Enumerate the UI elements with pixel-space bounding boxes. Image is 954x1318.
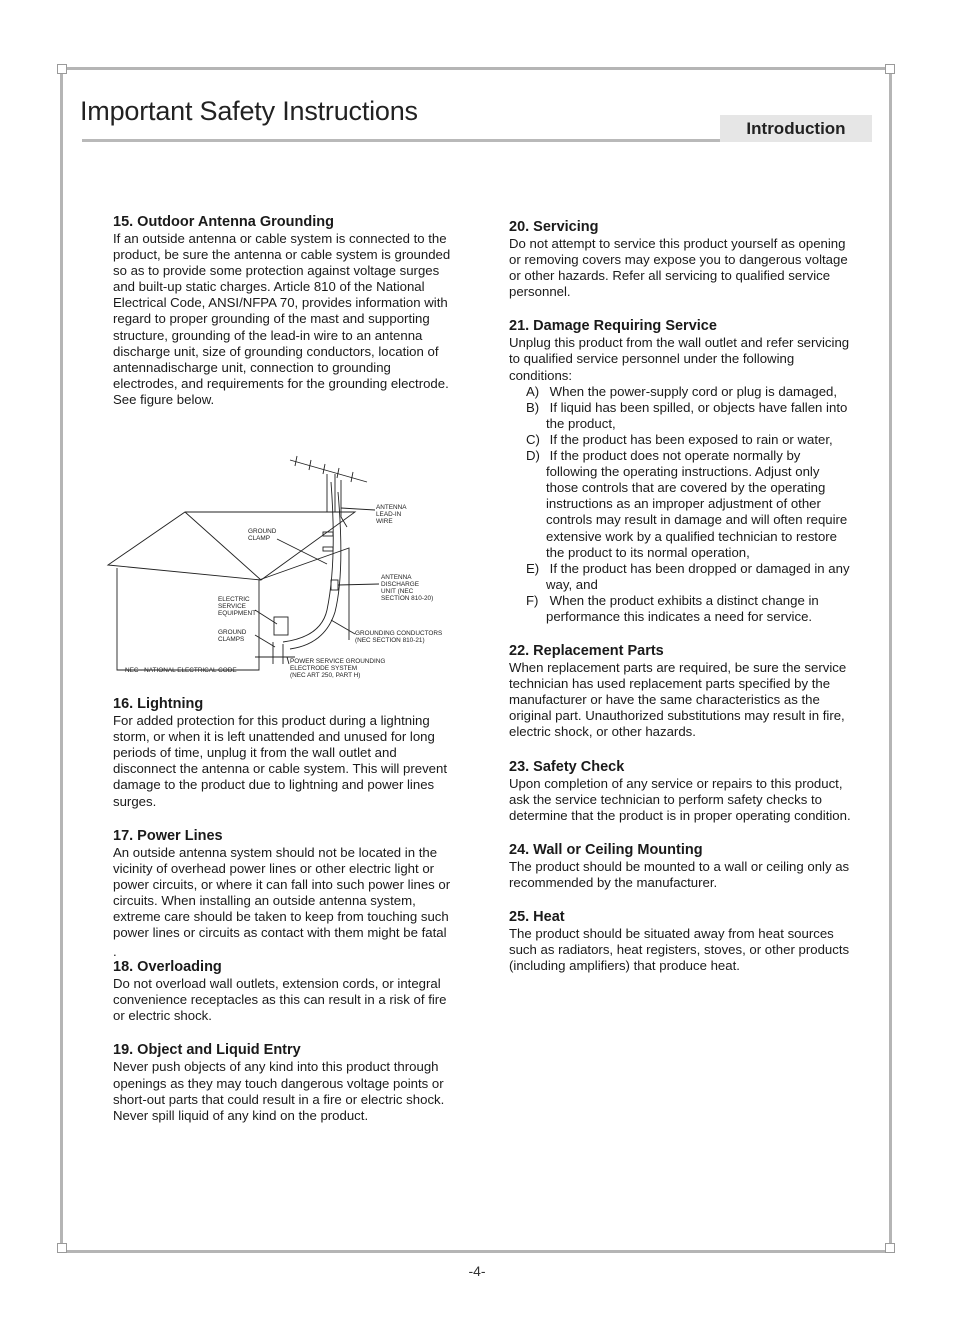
lbl-nec: NEC - NATIONAL ELECTRICAL CODE — [125, 667, 237, 674]
lbl-grounding-conductors-1: GROUNDING CONDUCTORS — [355, 630, 443, 637]
svg-text:(NEC ART 250, PART H) — [290, 672, 360, 679]
lead-in-wire — [283, 482, 333, 642]
discharge-unit — [331, 580, 338, 590]
lbl-discharge-2: DISCHARGE — [381, 581, 419, 588]
lbl-antenna-lead-in-3: WIRE — [376, 518, 393, 525]
section-heading: 20. Servicing — [509, 219, 599, 235]
section-20 — [509, 219, 854, 300]
list-item — [509, 593, 854, 625]
list-text: If the product has been dropped or damaged in any way, and — [546, 560, 850, 592]
section-body: An outside antenna system should not be located in the vicinity of overhead power lines or other electric light or power circuits, or where it can fall into such power lines or circuits. When installing an outside antenna system, extreme care should be taken to keep from touching such power lines or circuits as contact with them might be fatal — [113, 844, 451, 941]
diagram-labels — [125, 504, 442, 679]
svg-text:(NEC SECTION 810-21) — [355, 637, 425, 644]
svg-text:CLAMP — [248, 535, 270, 542]
section-22 — [509, 643, 854, 740]
svg-text:ELECTRODE SYSTEM — [290, 665, 357, 672]
title-rule — [82, 139, 720, 142]
section-body: Do not overload wall outlets, extension cords, or integral convenience receptacles as this can result in a risk of fire or electric shock. — [113, 976, 447, 1024]
frame-corner-tl — [57, 64, 67, 74]
section-16 — [113, 696, 458, 810]
svg-text:ANTENNA — [376, 504, 407, 511]
list-letter: B) — [526, 399, 540, 415]
svg-text:SERVICE — [218, 603, 246, 610]
list-text: When the power-supply cord or plug is damaged, — [549, 383, 838, 399]
list-letter: D) — [526, 448, 540, 464]
section-tab: Introduction — [720, 115, 872, 142]
list-text: If the product does not operate normally by following the operating instructions. Adjust only those controls that are covered by the operating instructions as an improper adjustment of other controls may result in damage and will often require extensive work by a qualified technician to restore the product to its normal operation, — [546, 448, 848, 560]
list-item — [509, 400, 854, 432]
section-body: When replacement parts are required, be sure the service technician has used replacement parts specified by the manufacturer or have the same characteristics as the original part. Unauthorized substitutions may result in fire, electric shock, or other hazards. — [509, 660, 847, 740]
list-text: When the product exhibits a distinct change in performance this indicates a need for service. — [546, 592, 819, 624]
frame-corner-tr — [885, 64, 895, 74]
section-heading: 22. Replacement Parts — [509, 643, 664, 660]
svg-text:CLAMPS — [218, 636, 244, 643]
section-body: Never push objects of any kind into this product through openings as they may touch dangerous voltage points or short-out parts that could result in a fire or electric shock. Never spill liquid of any kind on the product. — [113, 1059, 445, 1123]
lbl-electric-3: EQUIPMENT — [218, 610, 256, 617]
section-19 — [113, 1042, 458, 1123]
svg-text:UNIT (NEC — [381, 588, 414, 595]
lbl-ground-clamps-2: CLAMPS — [218, 636, 245, 643]
section-heading: 25. Heat — [509, 909, 565, 925]
svg-text:GROUNDING CONDUCTORS — [355, 630, 442, 637]
lbl-discharge-1: ANTENNA — [381, 574, 412, 581]
section-heading: 23. Safety Check — [509, 758, 625, 775]
lbl-power-grounding-3: (NEC ART 250, PART H) — [290, 672, 361, 679]
lbl-antenna-lead-in-1: ANTENNA — [376, 504, 407, 511]
svg-text:DISCHARGE — [381, 581, 419, 588]
svg-text:SECTION 810-20) — [381, 595, 433, 602]
svg-text:EQUIPMENT — [218, 610, 256, 617]
section-23 — [509, 759, 854, 824]
section-25 — [509, 909, 854, 974]
page-number: -4- — [468, 1263, 486, 1279]
section-heading: 17. Power Lines — [113, 827, 223, 844]
list-text: If the product has been exposed to rain or water, — [549, 431, 833, 447]
section-body: Unplug this product from the wall outlet and refer servicing to qualified service personnel under the following conditions: — [509, 335, 850, 383]
section-18 — [113, 959, 458, 1024]
page-title: Important Safety Instructions — [80, 96, 418, 126]
list-item — [509, 448, 854, 561]
list-letter: A) — [526, 383, 540, 399]
list-item — [509, 384, 854, 400]
section-17 — [113, 828, 458, 942]
service-box — [274, 617, 288, 635]
svg-text:GROUND — [218, 629, 247, 636]
svg-text:GROUND — [248, 528, 277, 535]
section-heading: 24. Wall or Ceiling Mounting — [509, 841, 703, 858]
section-body: If an outside antenna or cable system is connected to the product, be sure the antenna or cable system is grounded so as to provide some protection against voltage surges and built-up static charges. Article 810 of the National Electrical Code, ANSI/NFPA 70, provides information with regard to proper grounding of the mast and supporting structure, grounding of the lead-in wire to an antenna discharge unit, size of grounding conductors, location of antennadischarge unit, connection to grounding electrodes, and requirements for the grounding electrode. See figure below. — [113, 231, 451, 407]
list-letter: F) — [526, 592, 539, 608]
lbl-antenna-lead-in-2: LEAD-IN — [376, 511, 402, 518]
svg-text:ANTENNA — [381, 574, 412, 581]
section-heading: 16. Lightning — [113, 696, 204, 713]
section-body: Upon completion of any service or repairs to this product, ask the service technician to perform safety checks to determine that the product is in proper operating condition. — [509, 775, 851, 823]
right-column — [509, 219, 854, 992]
section-body: The product should be situated away from heat sources such as radiators, heat registers, stoves, or other products (including amplifiers) that produce heat. — [509, 926, 850, 974]
antenna-boom — [290, 460, 367, 482]
svg-text:NEC - NATIONAL ELECTRICAL CODE — [125, 667, 237, 674]
list-item — [509, 561, 854, 593]
list-text: If liquid has been spilled, or objects have fallen into the product, — [546, 399, 848, 431]
svg-text:LEAD-IN — [376, 511, 402, 518]
section-24 — [509, 842, 854, 891]
frame-corner-bl — [57, 1243, 67, 1253]
list-item — [509, 432, 854, 448]
svg-text:ELECTRIC — [218, 596, 250, 603]
stray-period: . — [113, 944, 117, 960]
antenna-grounding-diagram — [105, 452, 460, 684]
conditions-list — [509, 384, 854, 625]
section-body: The product should be mounted to a wall or ceiling only as recommended by the manufacturer. — [509, 858, 850, 890]
svg-text:WIRE — [376, 518, 393, 525]
lbl-ground-clamp-1: GROUND — [248, 528, 277, 535]
lbl-electric-1: ELECTRIC — [218, 596, 250, 603]
svg-text:POWER SERVICE GROUNDING — [290, 658, 385, 665]
section-heading: 19. Object and Liquid Entry — [113, 1042, 301, 1059]
house-wall — [117, 568, 259, 670]
section-heading: 21. Damage Requiring Service — [509, 318, 717, 335]
lbl-grounding-conductors-2: (NEC SECTION 810-21) — [355, 637, 425, 644]
section-15 — [113, 214, 458, 408]
lbl-discharge-3: UNIT (NEC — [381, 588, 414, 595]
section-body: For added protection for this product during a lightning storm, or when it is left unattended and unused for long periods of time, unplug it from the wall outlet and disconnect the antenna or cable system. This will prevent damage to the product due to lightning and power lines surges. — [113, 713, 448, 809]
section-heading: 18. Overloading — [113, 959, 222, 976]
lbl-power-grounding-1: POWER SERVICE GROUNDING — [290, 658, 386, 665]
lbl-power-grounding-2: ELECTRODE SYSTEM — [290, 665, 358, 672]
frame-corner-br — [885, 1243, 895, 1253]
lbl-discharge-4: SECTION 810-20) — [381, 595, 434, 602]
list-letter: C) — [526, 431, 540, 447]
section-21 — [509, 318, 854, 625]
house-roof — [108, 512, 355, 580]
section-body: Do not attempt to service this product yourself as opening or removing covers may expose you to dangerous voltage or other hazards. Refer all servicing to qualified service personnel. — [509, 236, 848, 300]
lbl-ground-clamps-1: GROUND — [218, 629, 247, 636]
mast — [327, 474, 335, 512]
lbl-electric-2: SERVICE — [218, 603, 246, 610]
list-letter: E) — [526, 560, 540, 576]
section-heading: 15. Outdoor Antenna Grounding — [113, 214, 334, 230]
lbl-ground-clamp-2: CLAMP — [248, 535, 271, 542]
